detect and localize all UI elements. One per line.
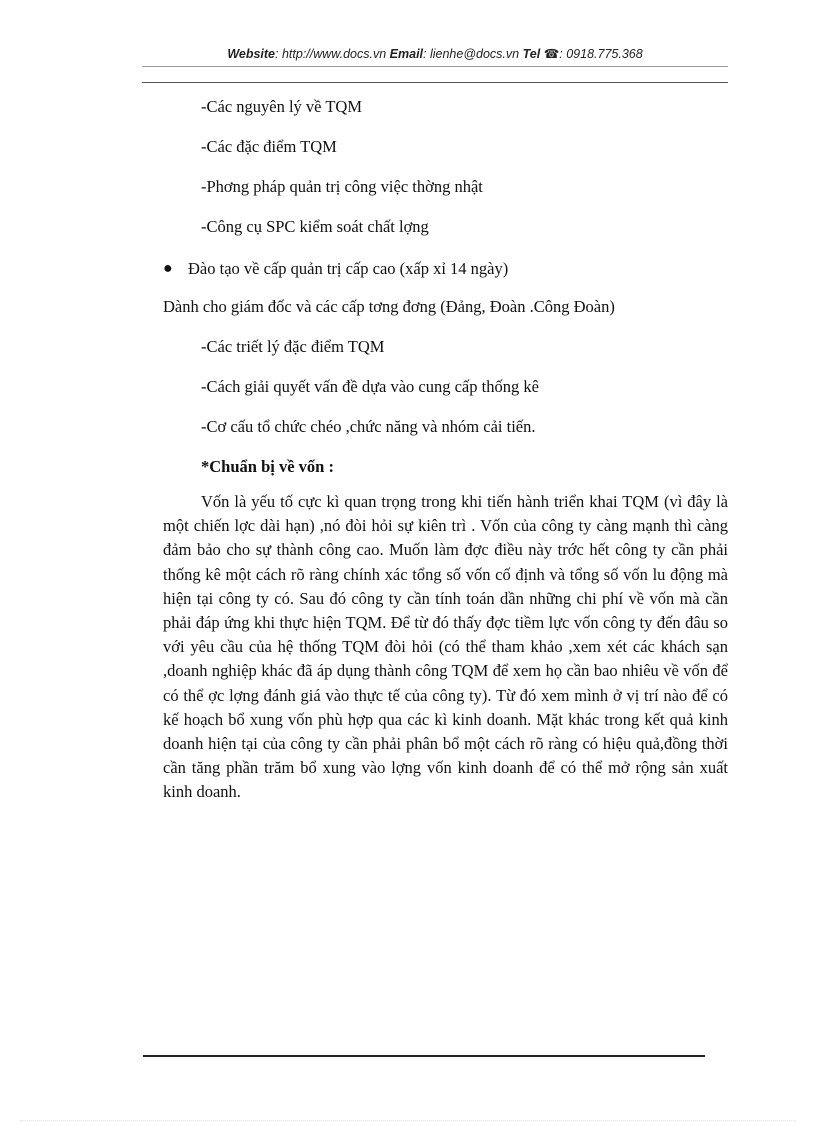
- page-bottom-border: [20, 1120, 796, 1121]
- email-label: Email: [389, 47, 424, 61]
- header-divider-lower: [142, 82, 728, 83]
- list-item: -Công cụ SPC kiểm soát chất lợng: [201, 217, 429, 236]
- list-item: -Các đặc điểm TQM: [201, 137, 337, 156]
- tel-value: : 0918.775.368: [559, 47, 643, 61]
- bullet-text: Đào tạo về cấp quản trị cấp cao (xấp xỉ 14 ngày): [188, 259, 509, 278]
- phone-icon: ☎: [543, 47, 560, 61]
- list-item: -Các nguyên lý về TQM: [201, 97, 362, 116]
- tel-label: Tel: [522, 47, 541, 61]
- page-header: [140, 46, 730, 61]
- bullet-item: [163, 252, 728, 292]
- bullet-icon: ●: [163, 260, 173, 277]
- website-value: : http://www.docs.vn: [275, 47, 387, 61]
- list-item: -Cơ cấu tổ chức chéo ,chức năng và nhóm cải tiến.: [201, 417, 536, 436]
- list-item: -Các triết lý đặc điểm TQM: [201, 337, 385, 356]
- header-divider: [142, 66, 728, 67]
- document-body: [163, 92, 728, 821]
- section-heading: *Chuẩn bị về vốn :: [201, 457, 334, 476]
- email-value: : lienhe@docs.vn: [423, 47, 520, 61]
- footer-divider: [143, 1055, 705, 1057]
- intro-line: Dành cho giám đốc và các cấp tơng đơng (Đảng, Đoàn .Công Đoàn): [163, 297, 615, 316]
- body-paragraph: Vốn là yếu tố cực kì quan trọng trong khi tiến hành triển khai TQM (vì đây là một chiến lợc dài hạn) ,nó đòi hỏi sự kiên trì . Vốn của công ty càng mạnh thì càng đảm bảo cho sự thành công cao. Muốn làm đợc điều này trớc hết công ty cần phải thống kê một cách rõ ràng chính xác tổng số vốn cố định và tổng số vốn lu động mà hiện tại công ty có. Sau đó công ty cần tính toán dần những chi phí về vốn mà cần phải đáp ứng khi thực hiện TQM. Để từ đó thấy đợc tiềm lực vốn công ty đến đâu so với yêu cầu của hệ thống TQM đòi hỏi (có thể tham khảo ,xem xét các khách sạn ,doanh nghiệp khác đã áp dụng thành công TQM để xem họ cần bao nhiêu về vốn để có thể ợc lợng đánh giá vào thực tế của công ty). Từ đó xem mình ở vị trí nào để có kế hoạch bổ xung vốn phù hợp qua các kì kinh doanh. Mặt khác trong kết quả kinh doanh hiện tại của công ty cần phải phân bổ một cách rõ ràng có hiệu quả,đồng thời cần tăng phần trăm bổ xung vào lợng vốn kinh doanh để có thể mở rộng sản xuất kinh doanh.: [163, 492, 728, 802]
- list-item: -Phơng pháp quản trị công việc thờng nhật: [201, 177, 483, 196]
- list-item: -Cách giải quyết vấn đề dựa vào cung cấp thống kê: [201, 377, 539, 396]
- website-label: Website: [227, 47, 276, 61]
